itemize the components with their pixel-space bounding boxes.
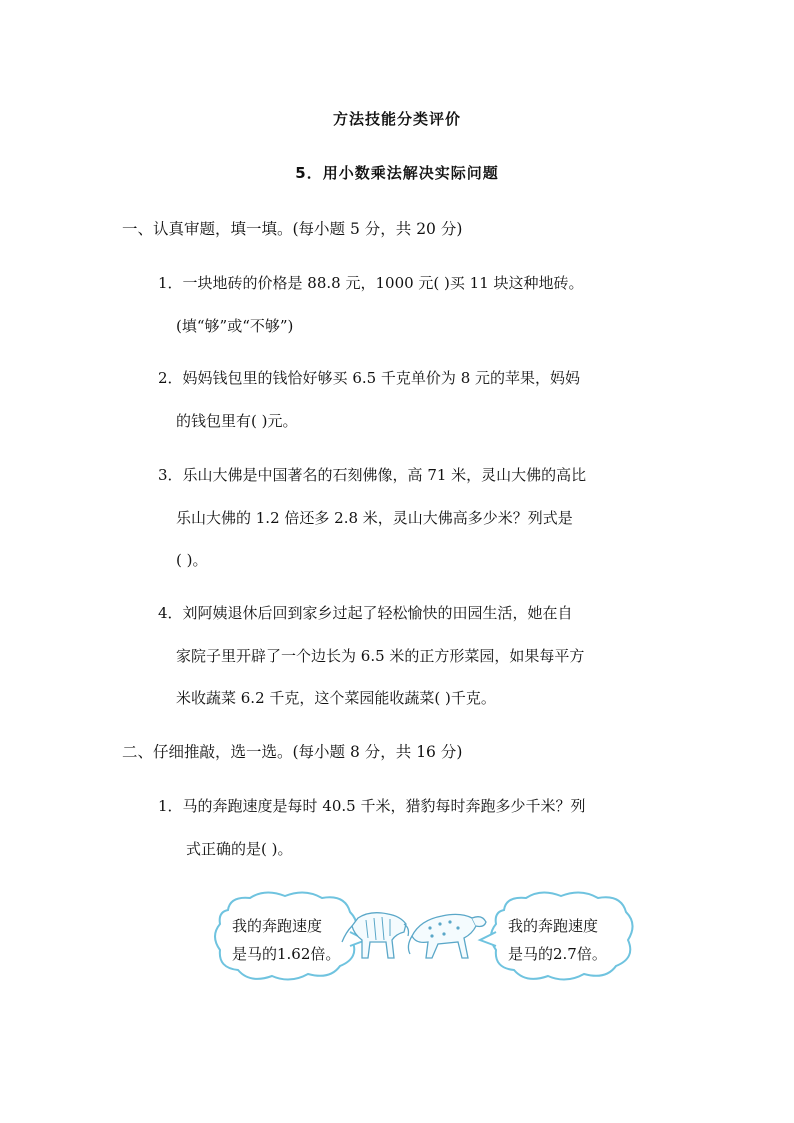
illustration-svg	[210, 888, 650, 988]
section-2-heading: 二、仔细推敲，选一选。(每小题 8 分，共 16 分)	[122, 743, 463, 761]
question-2-1-line-2: 式正确的是( )。	[186, 840, 293, 858]
illustration	[210, 888, 650, 988]
right-bubble-line-1: 我的奔跑速度	[508, 917, 599, 935]
section-1-heading: 一、认真审题，填一填。(每小题 5 分，共 20 分)	[122, 220, 463, 238]
left-bubble-line-2: 是马的1.62倍。	[232, 945, 341, 963]
right-speech-bubble-icon	[480, 892, 633, 979]
category-title: 方法技能分类评价	[332, 110, 461, 128]
question-1-3-line-3: ( )。	[176, 551, 208, 569]
leopard-icon	[408, 914, 486, 958]
question-1-2-line-1: 2．妈妈钱包里的钱恰好够买 6.5 千克单价为 8 元的苹果，妈妈	[158, 369, 581, 387]
question-1-4-line-1: 4．刘阿姨退休后回到家乡过起了轻松愉快的田园生活，她在自	[158, 604, 573, 622]
left-speech-bubble-icon	[215, 892, 366, 979]
question-1-1-line-1: 1．一块地砖的价格是 88.8 元，1000 元( )买 11 块这种地砖。	[158, 274, 584, 292]
question-1-2-line-2: 的钱包里有( )元。	[176, 412, 298, 430]
question-1-1-line-2: (填“够”或“不够”)	[176, 317, 294, 335]
question-1-3-line-2: 乐山大佛的 1.2 倍还多 2.8 米，灵山大佛高多少米？列式是	[176, 509, 573, 527]
left-bubble-line-1: 我的奔跑速度	[232, 917, 323, 935]
question-1-4-line-3: 米收蔬菜 6.2 千克，这个菜园能收蔬菜( )千克。	[176, 689, 496, 707]
unit-title: 5．用小数乘法解决实际问题	[295, 164, 499, 182]
question-1-4-line-2: 家院子里开辟了一个边长为 6.5 米的正方形菜园，如果每平方	[176, 647, 585, 665]
question-1-3-line-1: 3．乐山大佛是中国著名的石刻佛像，高 71 米，灵山大佛的高比	[158, 466, 587, 484]
question-2-1-line-1: 1．马的奔跑速度是每时 40.5 千米，猎豹每时奔跑多少千米？列	[158, 797, 586, 815]
right-bubble-line-2: 是马的2.7倍。	[508, 945, 607, 963]
